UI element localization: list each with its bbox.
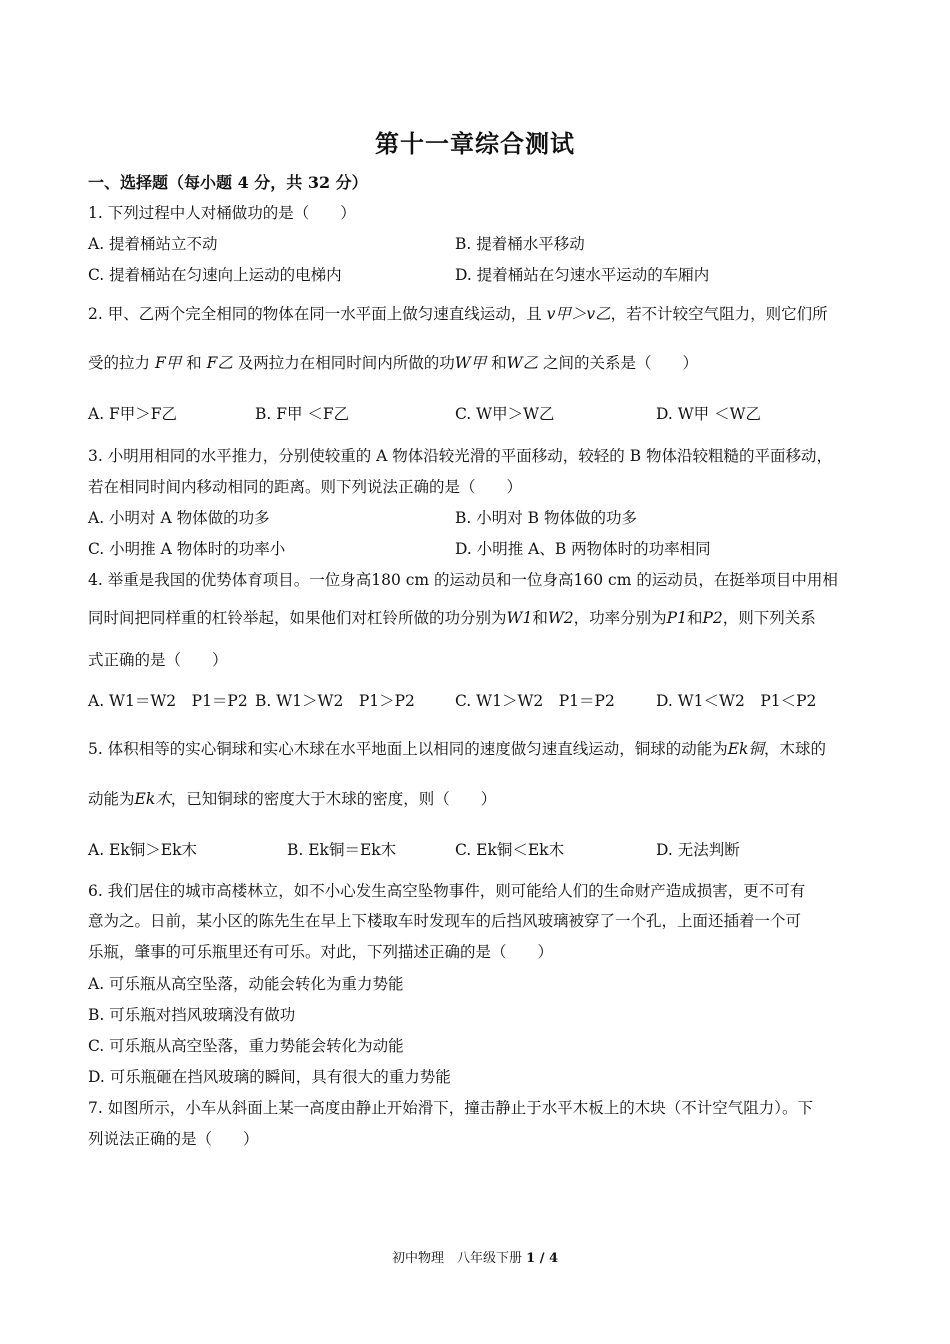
q4-P2: P2	[702, 609, 723, 627]
page-footer	[0, 1247, 950, 1266]
question-7-line-2: 列说法正确的是（ ）	[88, 1130, 259, 1148]
section-heading: 一、选择题（每小题 4 分，共 32 分）	[88, 173, 368, 192]
q5-text: 5. 体积相等的实心铜球和实心木球在水平地面上以相同的速度做匀速直线运动，铜球的动能为	[88, 740, 728, 758]
footer-subject: 初中物理 八年级下册	[391, 1251, 522, 1266]
q1-option-c: C. 提着桶站在匀速向上运动的电梯内	[88, 266, 342, 284]
page-title: 第十一章综合测试	[375, 129, 575, 158]
q5-text: 动能为	[88, 790, 135, 808]
question-1-stem: 1. 下列过程中人对桶做功的是（ ）	[88, 204, 356, 222]
q2-option-d: D. W甲 ＜W乙	[656, 405, 762, 423]
q6-option-a: A. 可乐瓶从高空坠落，动能会转化为重力势能	[88, 975, 404, 993]
q2-text: ，若不计较空气阻力，则它们所	[610, 305, 828, 323]
q2-text: 和	[486, 354, 507, 372]
question-3-line-2: 若在相同时间内移动相同的距离。则下列说法正确的是（ ）	[88, 478, 523, 496]
q4-option-c: C. W1＞W2 P1＝P2	[455, 692, 615, 710]
question-6-line-1: 6. 我们居住的城市高楼林立，如不小心发生高空坠物事件，则可能给人们的生命财产造成损害，更不可有	[88, 882, 806, 900]
q2-W-jia: W甲	[454, 354, 487, 372]
q2-option-a: A. F甲＞F乙	[88, 405, 178, 423]
q4-P1: P1	[666, 609, 687, 627]
question-3-line-1: 3. 小明用相同的水平推力，分别使较重的 A 物体沿较光滑的平面移动，较轻的 B 物体沿较粗糙的平面移动，	[88, 447, 833, 465]
question-6-line-2: 意为之。日前，某小区的陈先生在早上下楼取车时发现车的后挡风玻璃被穿了一个孔，上面还插着一个可	[88, 912, 802, 930]
question-4-line-1: 4. 举重是我国的优势体育项目。一位身高180 cm 的运动员和一位身高160 cm 的运动员，在挺举项目中用相	[88, 571, 838, 589]
q3-option-a: A. 小明对 A 物体做的功多	[88, 509, 270, 527]
q5-text: ，木球的	[763, 740, 826, 758]
q4-text: ，则下列关系	[722, 609, 816, 627]
q2-option-b: B. F甲 ＜F乙	[255, 405, 350, 423]
question-5-line-1	[88, 738, 868, 760]
q4-option-b: B. W1＞W2 P1＞P2	[255, 692, 415, 710]
q6-option-b: B. 可乐瓶对挡风玻璃没有做功	[88, 1006, 296, 1024]
q6-option-c: C. 可乐瓶从高空坠落，重力势能会转化为动能	[88, 1037, 404, 1055]
question-4-line-2	[88, 607, 868, 629]
question-7-line-1: 7. 如图所示，小车从斜面上某一高度由静止开始滑下，撞击静止于水平木板上的木块（不计空气阻力）。下	[88, 1099, 813, 1117]
q2-text: 2. 甲、乙两个完全相同的物体在同一水平面上做匀速直线运动，且	[88, 305, 547, 323]
q4-W2: W2	[547, 609, 574, 627]
q2-W-yi: W乙	[506, 354, 539, 372]
q5-Ek-mu: Ek木	[134, 790, 171, 808]
q2-F-yi: F乙	[206, 354, 233, 372]
question-2-line-2	[88, 352, 868, 374]
q4-W1: W1	[506, 609, 533, 627]
q5-option-a: A. Ek铜＞Ek木	[88, 841, 197, 859]
q2-text: 之间的关系是（ ）	[538, 354, 699, 372]
footer-page-number: 1 / 4	[526, 1251, 559, 1266]
q2-velocity-relation: v甲＞v乙	[546, 305, 611, 323]
q4-text: 同时间把同样重的杠铃举起，如果他们对杠铃所做的功分别为	[88, 609, 507, 627]
q5-option-d: D. 无法判断	[656, 841, 740, 859]
q5-Ek-tong: Ek铜	[727, 740, 764, 758]
q2-text: 和	[181, 354, 207, 372]
question-4-line-3: 式正确的是（ ）	[88, 651, 228, 669]
question-2-line-1	[88, 303, 868, 325]
q4-option-a: A. W1＝W2 P1＝P2	[88, 692, 248, 710]
q2-text: 受的拉力	[88, 354, 155, 372]
q3-option-c: C. 小明推 A 物体时的功率小	[88, 540, 286, 558]
question-6-line-3: 乐瓶，肇事的可乐瓶里还有可乐。对此，下列描述正确的是（ ）	[88, 943, 554, 961]
q3-option-d: D. 小明推 A、B 两物体时的功率相同	[455, 540, 711, 558]
q4-option-d: D. W1＜W2 P1＜P2	[656, 692, 817, 710]
q2-F-jia: F甲	[154, 354, 182, 372]
q1-option-a: A. 提着桶站立不动	[88, 235, 218, 253]
q5-option-c: C. Ek铜＜Ek木	[455, 841, 565, 859]
q6-option-d: D. 可乐瓶砸在挡风玻璃的瞬间，具有很大的重力势能	[88, 1068, 451, 1086]
q5-text: ，已知铜球的密度大于木球的密度，则（ ）	[170, 790, 497, 808]
q2-option-c: C. W甲＞W乙	[455, 405, 555, 423]
q3-option-b: B. 小明对 B 物体做的功多	[455, 509, 637, 527]
q1-option-d: D. 提着桶站在匀速水平运动的车厢内	[455, 266, 710, 284]
q2-text: 及两拉力在相同时间内所做的功	[232, 354, 455, 372]
q1-option-b: B. 提着桶水平移动	[455, 235, 585, 253]
q4-text: 和	[686, 609, 703, 627]
question-5-line-2	[88, 788, 868, 810]
q5-option-b: B. Ek铜＝Ek木	[287, 841, 397, 859]
q4-text: ，功率分别为	[573, 609, 667, 627]
q4-text: 和	[532, 609, 548, 627]
